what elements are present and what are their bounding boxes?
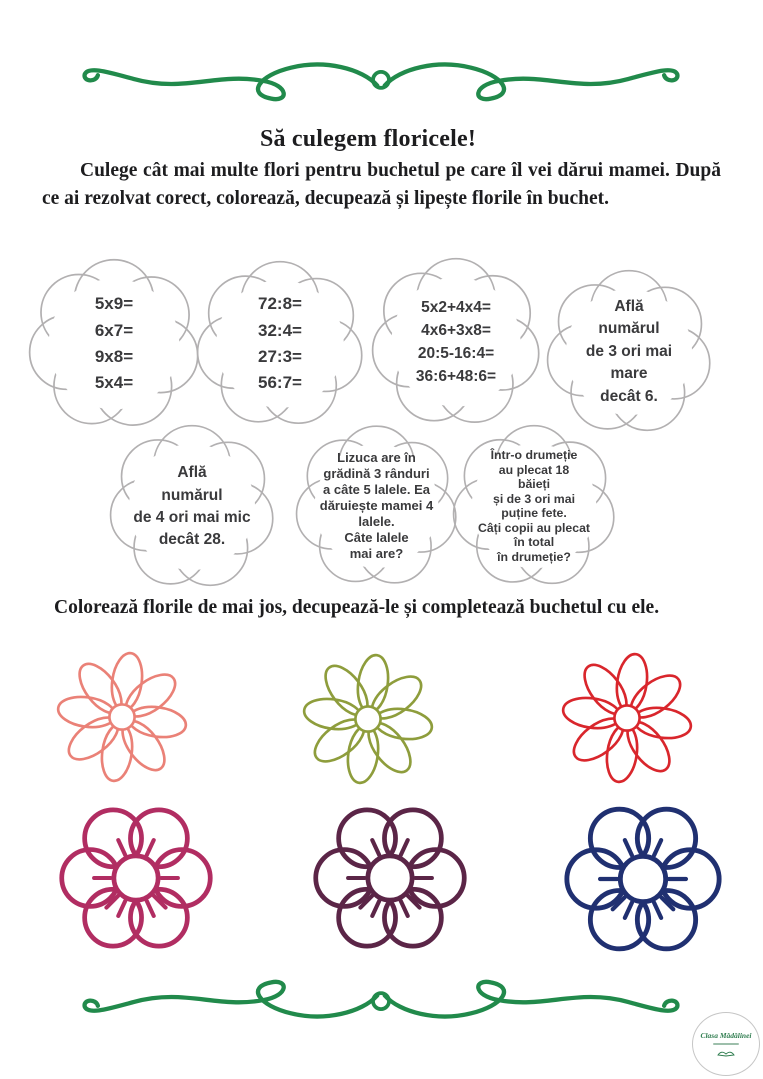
problem-cloud-mixed-operations-set xyxy=(371,254,541,430)
problem-cloud-word-problem-3-ori-mare xyxy=(546,266,712,438)
bottom-flourish-divider xyxy=(53,973,709,1033)
top-flourish-divider xyxy=(53,48,709,108)
flower-outline-icon xyxy=(298,649,438,789)
problem-text xyxy=(308,433,445,579)
flower-blossom-raspberry xyxy=(57,799,215,957)
cut-instruction-paragraph: Colorează florile de mai jos, decupează-le și completează buchetul cu ele. xyxy=(54,597,660,618)
flower-blossom-plum xyxy=(311,799,469,957)
problem-line: în drumeție? xyxy=(497,549,571,564)
problem-text xyxy=(559,279,699,425)
problem-line: 56:7= xyxy=(258,373,302,393)
problem-line: 32:4= xyxy=(258,320,302,340)
flower-outline-icon xyxy=(57,799,215,957)
problem-line: Câte lalele xyxy=(344,529,409,545)
page-title: Să culegem floricele! xyxy=(259,126,477,153)
problem-line: mare xyxy=(610,365,648,383)
problem-cloud-word-problem-drumetie xyxy=(452,418,616,594)
logo-text: Clasa Mădălinei xyxy=(700,1031,752,1040)
problem-line: 5x9= xyxy=(94,294,134,314)
problem-line: 72:8= xyxy=(258,294,302,314)
flower-outline-icon xyxy=(562,798,724,960)
problem-line: și de 3 ori mai xyxy=(492,491,575,506)
problem-line: Într-o drumeție xyxy=(490,448,578,462)
flower-daisy-red xyxy=(557,648,697,788)
flower-outline-icon xyxy=(52,647,192,787)
problem-line: 27:3= xyxy=(258,347,302,366)
problem-line: 5x4= xyxy=(94,373,134,393)
problem-line: mai are? xyxy=(349,545,404,561)
logo-subtext-bar xyxy=(713,1043,739,1045)
problem-line: Lizuca are în xyxy=(337,450,416,466)
problem-text xyxy=(119,437,265,577)
flower-daisy-salmon xyxy=(52,647,192,787)
problem-line: numărul xyxy=(161,486,223,504)
problem-line: 9x8= xyxy=(94,347,134,366)
problem-cloud-multiplication-set xyxy=(28,258,200,430)
problem-line: decât 6. xyxy=(600,387,658,405)
problem-line: 5x2+4x4= xyxy=(421,298,491,316)
problem-cloud-word-problem-lalele xyxy=(295,420,458,592)
problem-line: băieți xyxy=(517,477,551,491)
flower-outline-icon xyxy=(311,799,469,957)
flower-blossom-navy xyxy=(562,798,724,960)
problem-text xyxy=(384,267,528,417)
problem-line: 4x6+3x8= xyxy=(421,321,491,339)
problem-line: de 4 ori mai mic xyxy=(133,509,251,526)
problem-line: Află xyxy=(614,297,644,315)
problem-line: au plecat 18 xyxy=(498,462,570,477)
problem-line: Câți copii au plecat xyxy=(477,520,591,535)
intro-paragraph: Culege cât mai multe flori pentru buchetul pe care îl vei dărui mamei. După ce ai rezolvat corect, colorează, decupează și lipește florile în buchet. xyxy=(42,160,721,209)
problem-line: în total xyxy=(513,535,555,549)
problem-line: dăruiește mamei 4 xyxy=(319,498,434,514)
problem-text xyxy=(209,271,351,417)
problem-line: puține fete. xyxy=(501,506,567,520)
flower-outline-icon xyxy=(557,648,697,788)
problem-line: Află xyxy=(177,464,207,482)
problem-line: 36:6+48:6= xyxy=(415,368,497,386)
flower-daisy-olive xyxy=(298,649,438,789)
problem-text xyxy=(41,271,187,417)
problem-line: numărul xyxy=(598,320,660,338)
problem-line: decât 28. xyxy=(158,531,226,549)
problem-line: grădină 3 rânduri xyxy=(323,466,430,482)
open-book-icon xyxy=(717,1048,735,1057)
problem-line: 20:5-16:4= xyxy=(417,345,495,362)
logo-badge xyxy=(692,1012,760,1076)
problem-text xyxy=(465,431,603,581)
problem-line: a câte 5 lalele. Ea xyxy=(323,482,430,498)
problem-line: lalele. xyxy=(358,513,395,529)
problem-cloud-division-set xyxy=(196,258,364,430)
problem-line: 6x7= xyxy=(94,320,134,340)
problem-cloud-word-problem-4-ori-mic xyxy=(106,424,278,590)
problem-line: de 3 ori mai xyxy=(585,342,673,360)
